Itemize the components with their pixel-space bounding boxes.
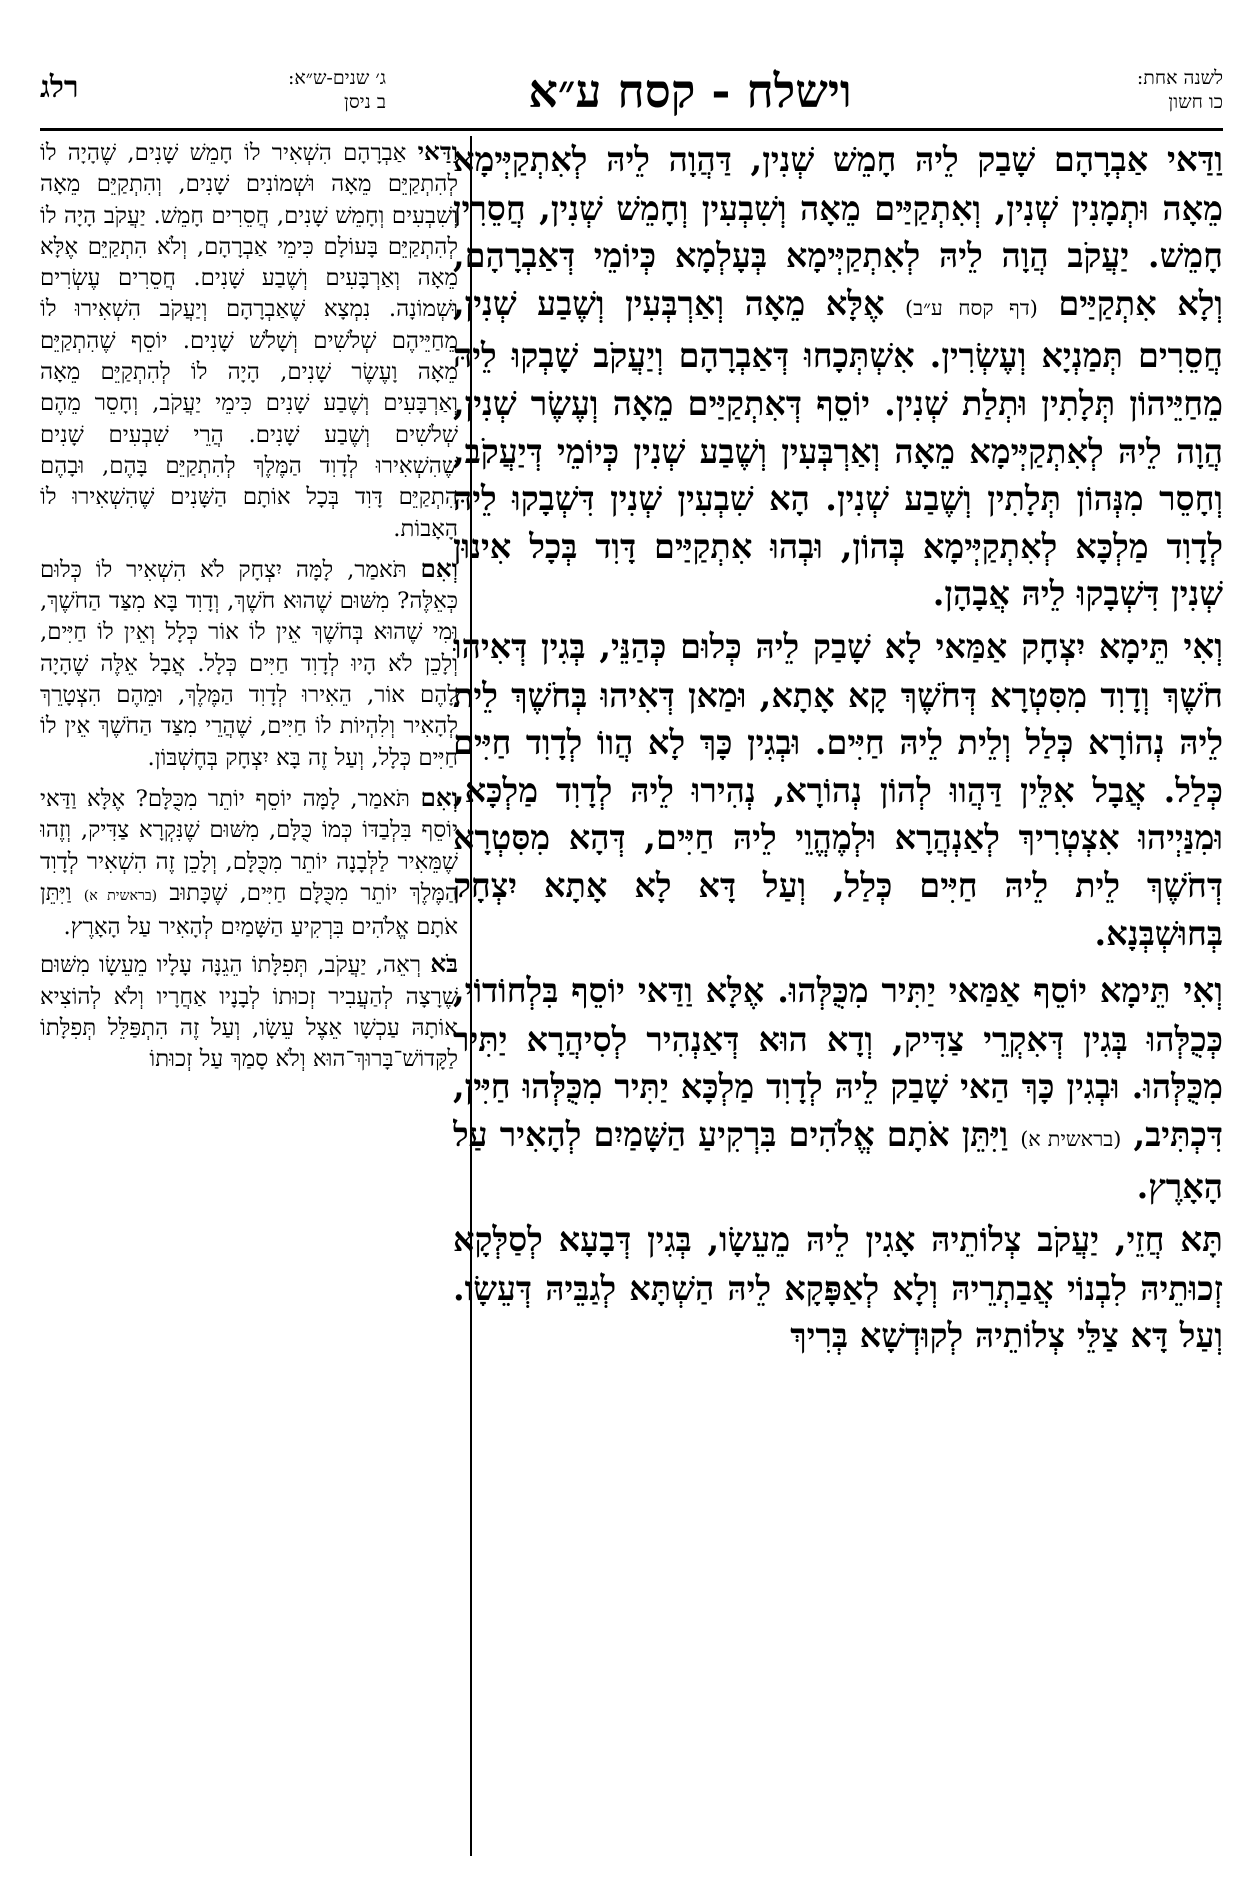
paragraph-lead-word: וְאִם <box>420 553 458 583</box>
main-paragraph <box>453 1216 1223 1365</box>
schedule-one-year <box>1003 66 1223 114</box>
schedule-three-years-date: ב ניסן <box>343 91 386 113</box>
commentary-paragraph <box>40 553 458 777</box>
paragraph-lead-word: וְאִם <box>420 782 458 812</box>
hebrew-translation-column <box>40 136 458 1856</box>
paragraph-lead-word: וַדַּאי <box>417 137 458 166</box>
commentary-paragraph <box>40 136 458 548</box>
commentary-paragraph <box>40 948 458 1078</box>
paragraph-lead-word: וְאִי <box>1183 626 1223 667</box>
paragraph-text: אֶלָּא מֵאָה וְאַרְבְּעִין וְשֶׁבַע שְׁנִין, חֲסֵרִים תְּמַנְיָא וְעֶשְׂרִין. אִשְׁתְּכָחוּ דְּאַבְרָהָם וְיַעֲקֹב שָׁבְקוּ לֵיהּ מֵחַיֵּיהוֹן תְּלָתִין וּתְלַת שְׁנִין. יוֹסֵף דְּאִתְקַיַּים מֵאָה וְעֶשֶׂר שְׁנִין, הֲוָה לֵיהּ לְאִתְקַיְּימָא מֵאָה וְאַרְבְּעִין וְשֶׁבַע שְׁנִין כְּיוֹמֵי דְּיַעֲקֹב, וְחָסֵר מִנְּהוֹן תְּלָתִין וְשֶׁבַע שְׁנִין. הָא שִׁבְעִין שְׁנִין דִּשְׁבָקוּ לֵיהּ לְדָוִד מַלְכָּא לְאִתְקַיְּימָא בְּהוֹן, וּבְהוּ אִתְקַיַּים דָּוִד בְּכָל אִינוּן שְׁנִין דִּשְׁבָקוּ לֵיהּ אֲבָהָן. <box>453 283 1223 614</box>
commentary-paragraph <box>40 782 458 943</box>
paragraph-text: אַבְרָהָם הִשְׁאִיר לוֹ חָמֵשׁ שָׁנִים, שֶׁהָיָה לוֹ לְהִתְקַיֵּם מֵאָה וּשְׁמוֹנִים שָׁנִים, וְהִתְקַיֵּם מֵאָה וְשִׁבְעִים וְחָמֵשׁ שָׁנִים, חֲסֵרִים חָמֵשׁ. יַעֲקֹב הָיָה לוֹ לְהִתְקַיֵּם בָּעוֹלָם כִּימֵי אַבְרָהָם, וְלֹא הִתְקַיֵּם אֶלָּא מֵאָה וְאַרְבָּעִים וְשֶׁבַע שָׁנִים. חֲסֵרִים עֶשְׂרִים וּשְׁמוֹנָה. נִמְצָא שֶׁאַבְרָהָם וְיַעֲקֹב הִשְׁאִירוּ לוֹ מֵחַיֵּיהֶם שְׁלֹשִׁים וְשָׁלֹשׁ שָׁנִים. יוֹסֵף שֶׁהִתְקַיֵּם מֵאָה וָעֶשֶׂר שָׁנִים, הָיָה לוֹ לְהִתְקַיֵּם מֵאָה וְאַרְבָּעִים וְשֶׁבַע שָׁנִים כִּימֵי יַעֲקֹב, וְחָסֵר מֵהֶם שְׁלֹשִׁים וְשֶׁבַע שָׁנִים. הֲרֵי שִׁבְעִים שָׁנִים שֶׁהִשְׁאִירוּ לְדָוִד הַמֶּלֶךְ לְהִתְקַיֵּם בָּהֶם, וּבָהֶם הִתְקַיֵּם דָּוִד בְּכָל אוֹתָם הַשָּׁנִים שֶׁהִשְׁאִירוּ לוֹ הָאָבוֹת. <box>40 140 458 542</box>
schedule-three-years-label: ג׳ שנים-ש״א: <box>287 67 386 89</box>
paragraph-text: תֵּימָא יוֹסֵף אַמַּאי יַתִּיר מִכֻּלְּהוּ. אֶלָּא וַדַּאי יוֹסֵף בִּלְחוֹדוֹי, כְּכֻלְּהוּ בְּגִין דְּאִקְרֵי צַדִּיק, וְדָא הוּא דְּאַנְהִיר לְסִיהֲרָא יַתִּיר מִכֻּלְּהוּ. וּבְגִין כָּךְ הַאי שָׁבַק לֵיהּ לְדָוִד מַלְכָּא יַתִּיר מִכֻּלְּהוּ חַיִּין, דִּכְתִּיב, <box>453 971 1223 1154</box>
page-header <box>40 62 1223 131</box>
schedule-one-year-date: כו חשון <box>1168 91 1223 113</box>
paragraph-lead-word: וְאִי <box>1183 971 1223 1012</box>
main-paragraph <box>453 967 1223 1211</box>
paragraph-text: תֹּאמַר, לָמָּה יִצְחָק לֹא הִשְׁאִיר לוֹ כְּלוּם כְּאֵלֶּה? מִשּׁוּם שֶׁהוּא חֹשֶׁךְ, וְדָוִד בָּא מִצַּד הַחֹשֶׁךְ, וּמִי שֶׁהוּא בְּחֹשֶׁךְ אֵין לוֹ אוֹר כְּלָל וְאֵין לוֹ חַיִּים, וְלָכֵן לֹא הָיוּ לְדָוִד חַיִּים כְּלָל. אֲבָל אֵלֶּה שֶׁהָיָה לָהֶם אוֹר, הֵאִירוּ לְדָוִד הַמֶּלֶךְ, וּמֵהֶם הִצְטָרֵךְ לְהָאִיר וְלִהְיוֹת לוֹ חַיִּים, שֶׁהֲרֵי מִצַּד הַחֹשֶׁךְ אֵין לוֹ חַיִּים כְּלָל, וְעַל זֶה בָּא יִצְחָק בְּחֶשְׁבּוֹן. <box>40 556 458 771</box>
paragraph-text: תֹּאמַר, לָמָּה יוֹסֵף יוֹתֵר מִכֻּלָּם? אֶלָּא וַדַּאי יוֹסֵף בִּלְבַדּוֹ כְּמוֹ כֻּלָּם, מִשּׁוּם שֶׁנִּקְרָא צַדִּיק, וְזֶהוּ שֶׁמֵּאִיר לַלְּבָנָה יוֹתֵר מִכֻּלָּם, וְלָכֵן זֶה הִשְׁאִיר לְדָוִד הַמֶּלֶךְ יוֹתֵר מִכֻּלָּם חַיִּים, שֶׁכָּתוּב <box>40 785 458 906</box>
page-title: וישלח - קסח ע״א <box>528 64 852 118</box>
paragraph-lead-word: בֹּא <box>430 949 458 979</box>
paragraph-text: תֵּימָא יִצְחָק אַמַּאי לָא שָׁבַק לֵיהּ כְּלוּם כְּהַנֵּי, בְּגִין דְּאִיהוּ חֹשֶׁךְ וְדָוִד מִסִּטְרָא דְּחֹשֶׁךְ קָא אָתָא, וּמַאן דְּאִיהוּ בְּחֹשֶׁךְ לֵית לֵיהּ נְהוֹרָא כְּלַל וְלֵית לֵיהּ חַיִּים. וּבְגִין כָּךְ לָא הֲווֹ לְדָוִד חַיִּים כְּלַל. אֲבָל אִלֵּין דַּהֲווּ לְהוֹן נְהוֹרָא, נְהִירוּ לֵיהּ לְדָוִד מַלְכָּא, וּמִנַּיְיהוּ אִצְטְרִיךְ לְאַנְהֲרָא וּלְמֶהֱוֵי לֵיהּ חַיִּים, דְּהָא מִסִּטְרָא דְּחֹשֶׁךְ לֵית לֵיהּ חַיִּים כְּלַל, וְעַל דָּא לָא אָתָא יִצְחָק בְּחוּשְׁבְּנָא. <box>453 626 1223 953</box>
column-divider <box>470 136 472 1856</box>
paragraph-text: רְאֵה, יַעֲקֹב, תְּפִלָּתוֹ הֵגֵנָּה עָלָיו מֵעֵשָׂו מִשּׁוּם שֶׁרָצָה לְהַעֲבִיר זְכוּתוֹ לְבָנָיו אַחֲרָיו וְלֹא לְהוֹצִיא אוֹתָהּ עַכְשָׁו אֵצֶל עֵשָׂו, וְעַל זֶה הִתְפַּלֵּל תְּפִלָּתוֹ לַקָּדוֹשׁ־בָּרוּךְ־הוּא וְלֹא סָמַךְ עַל זְכוּתוֹ <box>40 952 458 1073</box>
paragraph-lead-word: תָּא <box>1180 1220 1223 1261</box>
main-paragraph <box>453 623 1223 962</box>
schedule-one-year-label: לשנה אחת: <box>1136 67 1223 89</box>
schedule-three-years <box>136 66 386 114</box>
folio-number: רלג <box>40 70 79 105</box>
aramaic-text-column <box>453 136 1223 1856</box>
paragraph-text: וַיִּתֵּן אֹתָם אֱלֹהִים בִּרְקִיעַ הַשָּׁמַיִם לְהָאִיר עַל הָאָרֶץ. <box>40 879 458 941</box>
source-citation: (בראשית א) <box>1020 1126 1122 1151</box>
paragraph-text: חֲזֵי, יַעֲקֹב צְלוֹתֵיהּ אָגִין לֵיהּ מֵעֵשָׂו, בְּגִין דְּבָעָא לְסַלְּקָא זְכוּתֵיהּ לִבְנוֹי אֲבַתְרֵיהּ וְלָא לְאַפָּקָא לֵיהּ הַשְׁתָּא לְגַבֵּיהּ דְּעֵשָׂו. וְעַל דָּא צַלֵּי צְלוֹתֵיהּ לְקוּדְשָׁא בְּרִיךְ <box>453 1220 1223 1356</box>
page-reference: (דף קסח ע״ב) <box>905 295 1038 320</box>
paragraph-text: וַיִּתֵּן אֹתָם אֱלֹהִים בִּרְקִיעַ הַשָּׁמַיִם לְהָאִיר עַל הָאָרֶץ. <box>453 1114 1223 1207</box>
paragraph-text: אַבְרָהָם שָׁבַק לֵיהּ חָמֵשׁ שְׁנִין, דַּהֲוָה לֵיהּ לְאִתְקַיְּימָא מֵאָה וּתְמָנִין שְׁנִין, וְאִתְקַיַּים מֵאָה וְשִׁבְעִין וְחָמֵשׁ שְׁנִין, חֲסֵרִין חָמֵשׁ. יַעֲקֹב הֲוָה לֵיהּ לְאִתְקַיְּימָא בְּעָלְמָא כְּיוֹמֵי דְּאַבְרָהָם, וְלָא אִתְקַיַּים <box>453 140 1223 323</box>
main-paragraph <box>453 136 1223 618</box>
source-citation: (בראשית א) <box>83 887 158 904</box>
paragraph-lead-word: וַדַּאי <box>1166 140 1223 180</box>
